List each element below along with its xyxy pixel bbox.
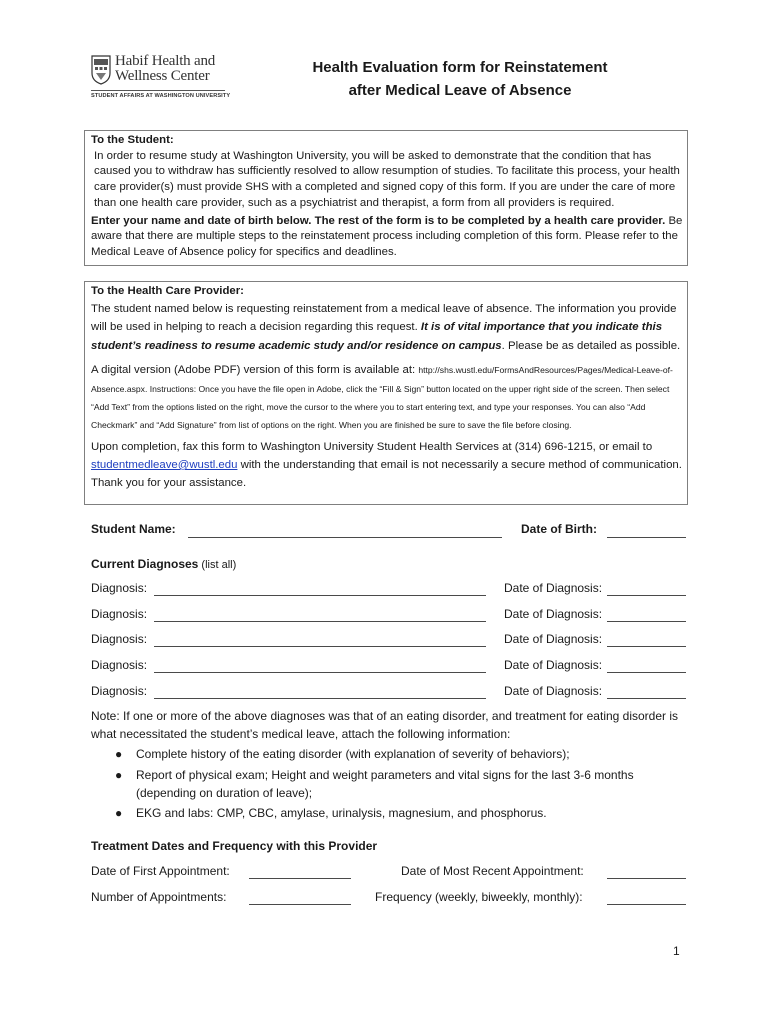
- treatment-heading: Treatment Dates and Frequency with this Provider: [91, 839, 378, 853]
- recent-appointment-field[interactable]: [607, 878, 686, 879]
- list-item-labs: [115, 805, 686, 823]
- diagnosis-field-5[interactable]: [154, 698, 486, 699]
- diagnosis-field-3[interactable]: [154, 646, 486, 647]
- logo-name-line1: Habif Health and: [115, 53, 216, 69]
- diagnosis-date-label-4: Date of Diagnosis:: [504, 658, 603, 672]
- frequency-label: Frequency (weekly, biweekly, monthly):: [375, 890, 583, 904]
- diagnoses-heading-text: Current Diagnoses: [91, 557, 199, 571]
- email-link[interactable]: studentmedleave@wustl.edu: [91, 459, 238, 472]
- first-appointment-label: Date of First Appointment:: [91, 864, 230, 878]
- diagnosis-date-field-3[interactable]: [607, 646, 686, 647]
- dob-label: Date of Birth:: [521, 522, 597, 536]
- diagnosis-date-label-1: Date of Diagnosis:: [504, 581, 603, 595]
- first-appointment-field[interactable]: [249, 878, 351, 879]
- bullet-text-2: Report of physical exam; Height and weight parameters and vital signs for the last 3-6 months (depending on duration of leave);: [136, 768, 634, 800]
- dob-field[interactable]: [607, 537, 686, 538]
- recent-appointment-label: Date of Most Recent Appointment:: [401, 864, 584, 878]
- diagnosis-date-label-5: Date of Diagnosis:: [504, 684, 603, 698]
- diagnoses-heading: [91, 555, 236, 573]
- bullet-text-1: Complete history of the eating disorder (with explanation of severity of behaviors);: [136, 747, 570, 761]
- student-box-paragraph1: In order to resume study at Washington University, you will be asked to demonstrate that the condition that has caused you to withdraw has sufficiently resolved to allow resumption of studies. To facilitate this process, your health care provider(s) must provide SHS with a completed and signed copy of this form. If you are under the care of more than one health care provider, such as a psychiatrist and therapist, a form from all providers is required.: [94, 149, 680, 209]
- diagnosis-date-label-3: Date of Diagnosis:: [504, 632, 603, 646]
- page-title-line1: Health Evaluation form for Reinstatement: [312, 59, 608, 76]
- pdf-url-link[interactable]: http://shs.wustl.edu/FormsAndResources/Pages/Medical-Leave-of-Absence.aspx: [91, 364, 673, 394]
- diagnosis-date-field-2[interactable]: [607, 621, 686, 622]
- diagnosis-label-1: Diagnosis:: [91, 581, 148, 595]
- diagnosis-date-field-1[interactable]: [607, 595, 686, 596]
- diagnosis-field-4[interactable]: [154, 672, 486, 673]
- diagnosis-field-1[interactable]: [154, 595, 486, 596]
- bullet-icon: ●: [115, 768, 123, 782]
- university-crest-icon: [91, 55, 111, 85]
- provider-p1-text: The student named below is requesting reinstatement from a medical leave of absence. The information you provide will be used in helping to reach a decision regarding this request.: [91, 302, 677, 334]
- diagnosis-date-field-4[interactable]: [607, 672, 686, 673]
- provider-box-paragraph1: [91, 300, 683, 355]
- diagnosis-date-label-2: Date of Diagnosis:: [504, 607, 603, 621]
- bullet-icon: ●: [115, 806, 123, 820]
- student-box-heading: To the Student:: [91, 134, 174, 146]
- diagnosis-label-5: Diagnosis:: [91, 684, 148, 698]
- provider-box-heading: To the Health Care Provider:: [91, 285, 244, 297]
- page-number: 1: [673, 944, 680, 958]
- logo-divider: [91, 90, 225, 91]
- student-box-paragraph2: [91, 214, 683, 261]
- diagnoses-hint: (list all): [198, 559, 237, 571]
- student-name-label: Student Name:: [91, 522, 176, 536]
- provider-box-paragraph2: [91, 360, 683, 433]
- diagnosis-field-2[interactable]: [154, 621, 486, 622]
- bullet-icon: ●: [115, 747, 123, 761]
- diagnosis-label-2: Diagnosis:: [91, 607, 148, 621]
- eating-disorder-note: Note: If one or more of the above diagnoses was that of an eating disorder, and treatment for eating disorder is what necessitated the student’s medical leave, attach the following information:: [91, 709, 679, 741]
- student-instructions-box: [84, 130, 688, 266]
- provider-instructions-box: [84, 281, 688, 505]
- frequency-field[interactable]: [607, 904, 686, 905]
- provider-p1-emphasis: It is of vital importance that you indicate this student’s readiness to resume academic study and/or residence on campus: [91, 321, 663, 352]
- provider-p2-lead: A digital version (Adobe PDF) version of this form is available at:: [91, 363, 419, 376]
- diagnosis-label-4: Diagnosis:: [91, 658, 148, 672]
- number-of-appointments-field[interactable]: [249, 904, 351, 905]
- diagnosis-date-field-5[interactable]: [607, 698, 686, 699]
- provider-p3-text: Upon completion, fax this form to Washington University Student Health Services at (314) 696-1215, or email to: [91, 440, 653, 453]
- student-name-field[interactable]: [188, 537, 502, 538]
- student-box-instruction-bold: Enter your name and date of birth below. The rest of the form is to be completed by a health care provider.: [91, 214, 666, 227]
- logo-name-line2: Wellness Center: [115, 68, 210, 84]
- bullet-text-3: EKG and labs: CMP, CBC, amylase, urinalysis, magnesium, and phosphorus.: [136, 806, 547, 820]
- provider-p1-end: . Please be as detailed as possible.: [501, 339, 681, 352]
- logo-subtitle: STUDENT AFFAIRS AT WASHINGTON UNIVERSITY: [91, 93, 231, 99]
- provider-p2-instructions: . Instructions: Once you have the file open in Adobe, click the “Fill & Sign” button located on the upper right side of the screen. Then select “Add Text” from the options listed on the right, move the cursor to the where you to start entering text, and type your responses. You can also “Add Checkmark” and “Add Signature” from list of options on the right. When you are finished be sure to save the file before closing.: [91, 383, 670, 430]
- list-item-physical-exam: [115, 767, 686, 802]
- number-of-appointments-label: Number of Appointments:: [91, 890, 227, 904]
- provider-p3-end: with the understanding that email is not necessarily a secure method of communication. Thank you for your assistance.: [91, 459, 682, 490]
- page-title-line2: after Medical Leave of Absence: [348, 82, 572, 99]
- student-box-instruction-rest: Be aware that there are multiple steps to the reinstatement process including completion of this form. Please refer to the Medical Leave of Absence policy for specifics and deadlines.: [91, 214, 683, 258]
- habif-logo: [91, 53, 231, 103]
- diagnosis-label-3: Diagnosis:: [91, 632, 148, 646]
- list-item-history: [115, 746, 686, 764]
- provider-box-paragraph3: [91, 438, 683, 493]
